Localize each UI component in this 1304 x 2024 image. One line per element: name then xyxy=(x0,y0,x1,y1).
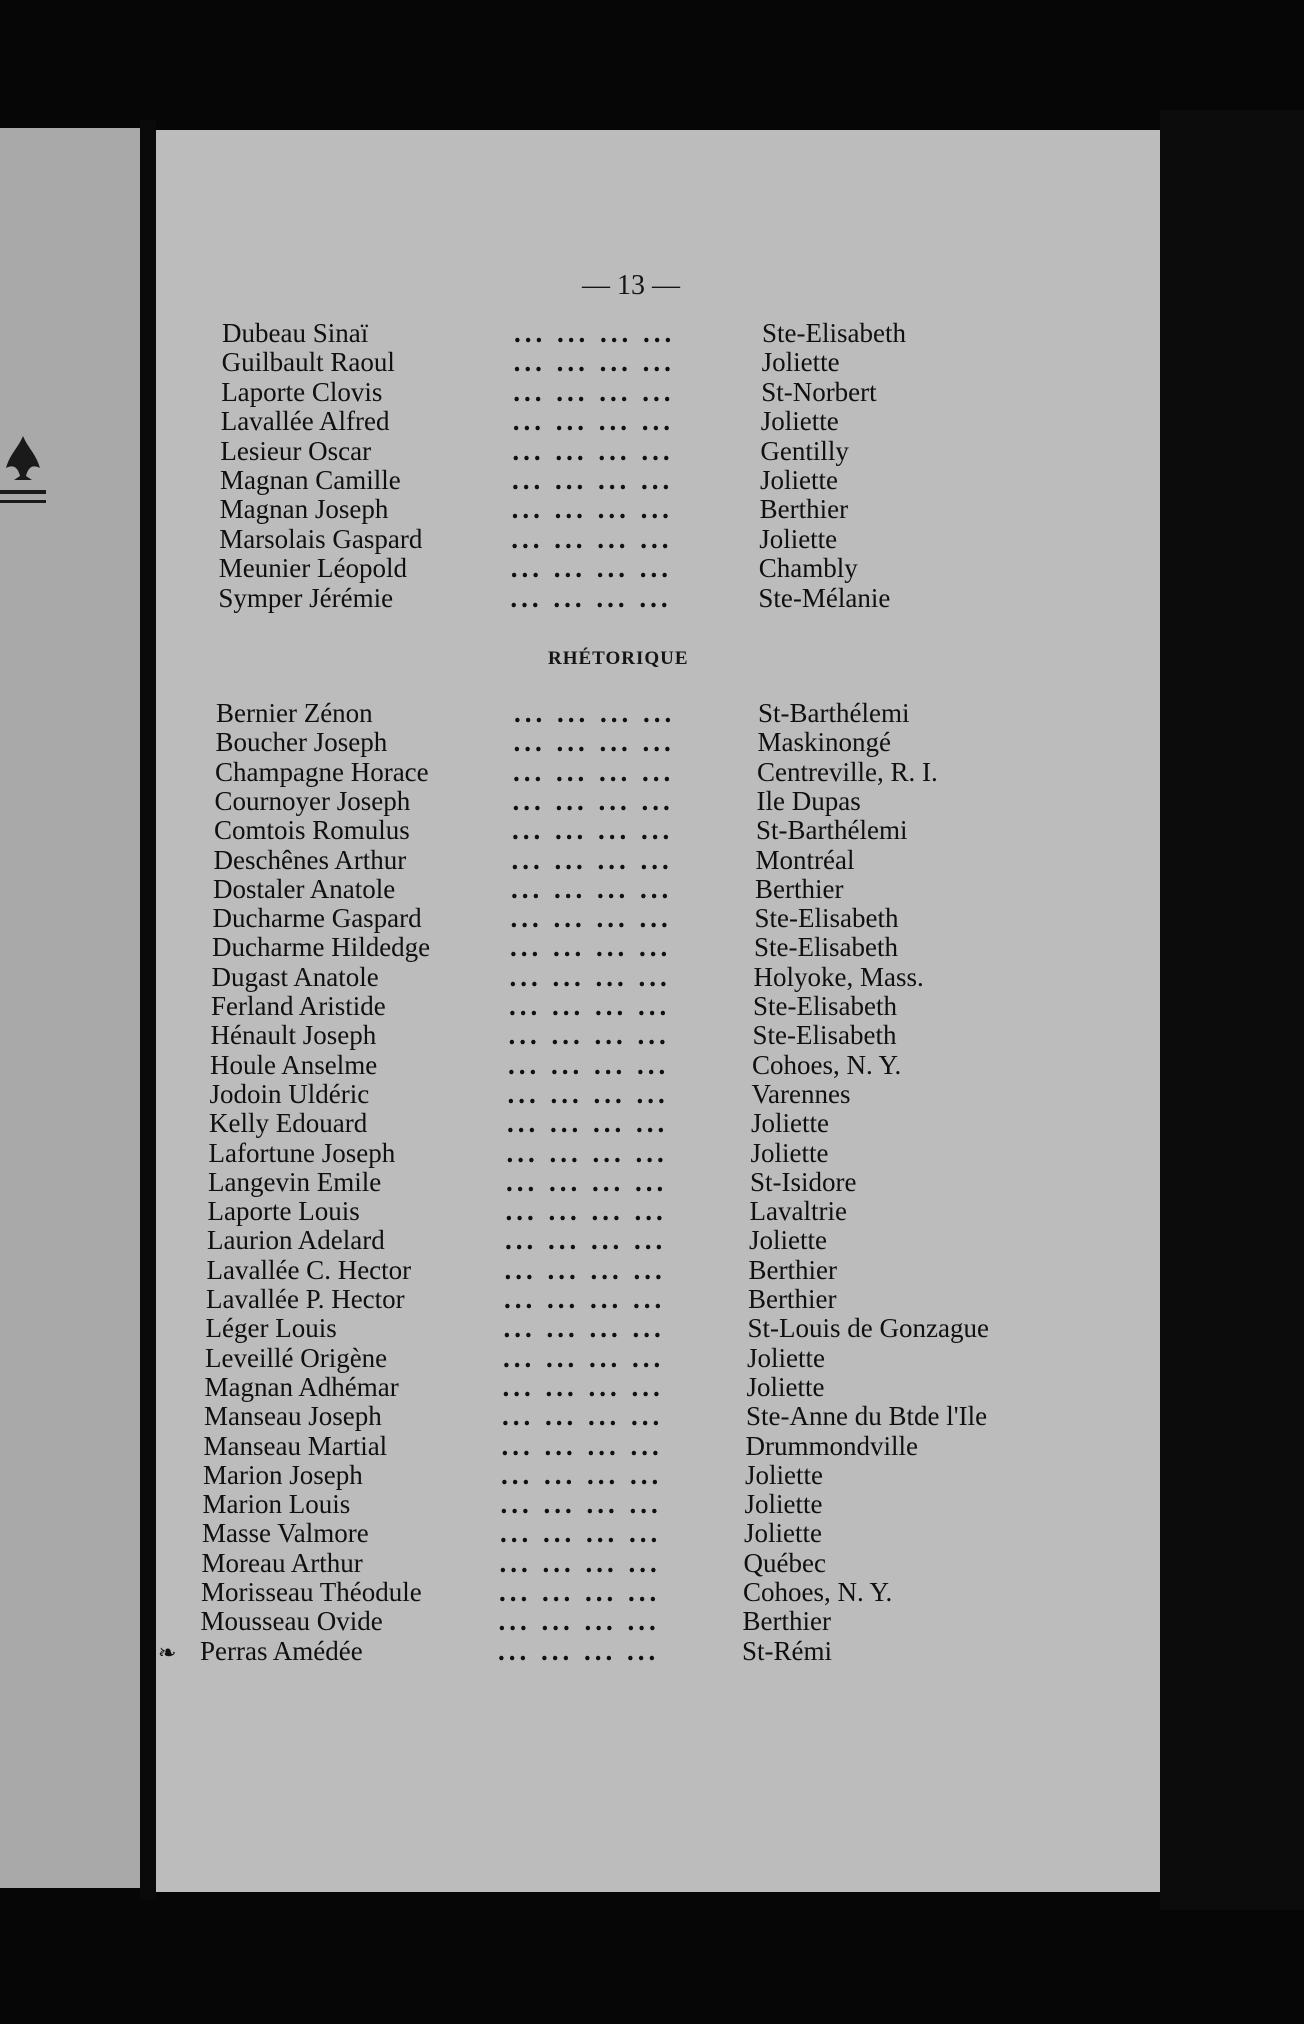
hometown: St-Barthélemi xyxy=(758,698,910,728)
leader-dots: ... ... ... ... xyxy=(512,785,674,816)
book-gutter xyxy=(140,120,156,1900)
student-name: Jodoin Uldéric xyxy=(209,1078,370,1109)
leader-dots: ... ... ... ... xyxy=(513,347,675,378)
hometown: Joliette xyxy=(744,1518,822,1549)
leader-dots: ... ... ... ... xyxy=(505,1225,667,1256)
hometown: Joliette xyxy=(747,1342,825,1373)
hometown: Joliette xyxy=(746,1371,825,1402)
leader-dots: ... ... ... ... xyxy=(511,523,673,554)
leader-dots: ... ... ... ... xyxy=(501,1430,663,1461)
student-name: Meunier Léopold xyxy=(218,553,407,584)
list-item xyxy=(214,845,1014,875)
list-item xyxy=(206,1313,1006,1343)
list-item xyxy=(220,465,1020,495)
student-name: Langevin Emile xyxy=(208,1166,382,1197)
list-item xyxy=(210,1079,1010,1109)
student-name: Laporte Clovis xyxy=(221,376,383,407)
leader-dots: ... ... ... ... xyxy=(499,1547,661,1578)
hometown: Ste-Mélanie xyxy=(758,582,891,613)
student-name: Lafortune Joseph xyxy=(208,1137,396,1168)
hometown: St-Barthélemi xyxy=(756,815,908,846)
student-name: Masse Valmore xyxy=(202,1518,369,1549)
leader-dots: ... ... ... ... xyxy=(501,1459,663,1490)
list-item xyxy=(208,1167,1008,1197)
student-name: Ducharme Gaspard xyxy=(212,903,422,934)
hometown: St-Norbert xyxy=(761,376,877,407)
hometown: Ste-Elisabeth xyxy=(752,1020,897,1051)
hometown: Ste-Elisabeth xyxy=(754,932,898,963)
student-name: Lavallée Alfred xyxy=(220,406,390,437)
hometown: Holyoke, Mass. xyxy=(753,961,924,992)
list-item xyxy=(207,1255,1007,1285)
student-name: Magnan Camille xyxy=(220,465,401,495)
list-item xyxy=(205,1343,1005,1373)
hometown: Joliette xyxy=(761,347,840,378)
student-name: Ferland Aristide xyxy=(211,991,386,1021)
list-item xyxy=(213,903,1013,933)
student-name: Morisseau Théodule xyxy=(201,1577,422,1607)
leader-dots: ... ... ... ... xyxy=(505,1196,667,1227)
student-name: Lavallée P. Hector xyxy=(206,1284,405,1314)
list-item xyxy=(216,727,1016,757)
hometown: Cohoes, N. Y. xyxy=(743,1577,893,1607)
hometown: Berthier xyxy=(759,494,849,525)
hometown: Ste-Elisabeth xyxy=(754,903,899,934)
hometown: Québec xyxy=(743,1547,826,1578)
student-name: Champagne Horace xyxy=(215,756,429,787)
hometown: Joliette xyxy=(749,1225,827,1256)
student-name: Boucher Joseph xyxy=(215,727,388,758)
hometown: St-Louis de Gonzague xyxy=(747,1313,989,1344)
student-name: Lesieur Oscar xyxy=(220,435,372,466)
leader-dots: ... ... ... ... xyxy=(508,1020,670,1051)
hometown: Berthier xyxy=(755,873,844,904)
leader-dots: ... ... ... ... xyxy=(512,406,675,437)
leader-dots: ... ... ... ... xyxy=(511,844,673,875)
list-item xyxy=(208,1196,1008,1226)
hometown: Cohoes, N. Y. xyxy=(752,1049,902,1080)
margin-mark-icon: ❧ xyxy=(158,1640,177,1665)
list-item xyxy=(212,932,1012,962)
leader-dots: ... ... ... ... xyxy=(500,1518,662,1549)
student-name: Comtois Romulus xyxy=(214,815,410,846)
student-name: Manseau Joseph xyxy=(204,1401,382,1432)
student-name: Guilbault Raoul xyxy=(221,347,395,378)
hometown: Lavaltrie xyxy=(749,1196,847,1227)
leader-dots: ... ... ... ... xyxy=(510,903,672,934)
leader-dots: ... ... ... ... xyxy=(512,815,674,846)
hometown: Gentilly xyxy=(760,435,849,466)
list-item xyxy=(209,1108,1009,1138)
leader-dots: ... ... ... ... xyxy=(510,932,672,963)
list-item xyxy=(202,1518,1002,1548)
list-item xyxy=(202,1548,1002,1578)
student-name: Mousseau Ovide xyxy=(200,1606,383,1637)
hometown: St-Isidore xyxy=(750,1166,857,1197)
student-name: Léger Louis xyxy=(205,1313,337,1344)
list-item xyxy=(200,1636,1000,1666)
list-item xyxy=(212,962,1012,992)
hometown: Berthier xyxy=(748,1284,837,1314)
student-name: Magnan Adhémar xyxy=(204,1371,399,1402)
leader-dots: ... ... ... ... xyxy=(513,756,675,787)
list-item xyxy=(220,494,1020,524)
hometown: Montréal xyxy=(755,844,855,875)
leader-dots: ... ... ... ... xyxy=(504,1284,666,1314)
student-name: Dostaler Anatole xyxy=(213,873,396,904)
hometown: Ste-Elisabeth xyxy=(762,318,906,348)
hometown: Joliette xyxy=(750,1137,829,1168)
student-name: Manseau Martial xyxy=(203,1430,388,1461)
list-item xyxy=(221,406,1021,436)
list-item xyxy=(213,874,1013,904)
hometown: Ile Dupas xyxy=(756,785,861,816)
leader-dots: ... ... ... ... xyxy=(514,698,676,728)
page-edge-shadow xyxy=(1160,110,1304,1910)
facing-page-fragment xyxy=(0,128,140,1888)
student-name: Laporte Louis xyxy=(207,1196,360,1227)
list-item xyxy=(209,1138,1009,1168)
leader-dots: ... ... ... ... xyxy=(506,1166,668,1197)
leader-dots: ... ... ... ... xyxy=(507,1078,669,1109)
hometown: Joliette xyxy=(744,1489,823,1520)
student-name: Perras Amédée xyxy=(200,1635,363,1666)
page-number: — 13 — xyxy=(582,270,680,301)
fleur-de-lis-ornament-icon xyxy=(0,428,46,518)
list-item xyxy=(221,377,1021,407)
student-name: Symper Jérémie xyxy=(218,582,394,613)
hometown: Berthier xyxy=(742,1606,831,1637)
student-name: Dubeau Sinaï xyxy=(222,318,369,348)
student-name: Moreau Arthur xyxy=(201,1547,363,1578)
leader-dots: ... ... ... ... xyxy=(506,1137,668,1168)
leader-dots: ... ... ... ... xyxy=(509,991,671,1021)
student-name: Hénault Joseph xyxy=(210,1020,377,1051)
list-item xyxy=(201,1577,1001,1607)
leader-dots: ... ... ... ... xyxy=(504,1254,666,1285)
list-item xyxy=(210,1050,1010,1080)
list-item xyxy=(220,436,1020,466)
leader-dots: ... ... ... ... xyxy=(503,1313,665,1344)
student-name: Bernier Zénon xyxy=(216,698,373,728)
student-name: Lavallée C. Hector xyxy=(206,1254,412,1285)
list-item xyxy=(204,1431,1004,1461)
hometown: Maskinongé xyxy=(757,727,891,758)
hometown: Ste-Anne du Btde l'Ile xyxy=(746,1401,988,1432)
student-name: Dugast Anatole xyxy=(211,961,379,992)
list-item xyxy=(214,815,1014,845)
leader-dots: ... ... ... ... xyxy=(510,582,672,613)
list-item xyxy=(218,583,1018,613)
list-item xyxy=(219,553,1019,583)
hometown: St-Rémi xyxy=(742,1635,833,1666)
leader-dots: ... ... ... ... xyxy=(511,494,673,525)
student-name: Deschênes Arthur xyxy=(213,844,407,875)
list-item xyxy=(206,1284,1006,1314)
student-name: Leveillé Origène xyxy=(205,1342,388,1373)
list-item xyxy=(203,1489,1003,1519)
hometown: Joliette xyxy=(760,406,839,437)
hometown: Centreville, R. I. xyxy=(757,756,938,787)
list-item xyxy=(215,786,1015,816)
leader-dots: ... ... ... ... xyxy=(513,376,675,407)
list-item xyxy=(216,698,1016,728)
student-name: Marsolais Gaspard xyxy=(219,523,423,554)
list-item xyxy=(211,1020,1011,1050)
list-item xyxy=(203,1460,1003,1490)
hometown: Berthier xyxy=(748,1254,837,1285)
list-item xyxy=(201,1606,1001,1636)
list-item xyxy=(219,524,1019,554)
hometown: Drummondville xyxy=(745,1430,918,1461)
leader-dots: ... ... ... ... xyxy=(498,1635,660,1666)
hometown: Varennes xyxy=(751,1078,851,1109)
hometown: Joliette xyxy=(751,1108,829,1139)
student-name: Marion Louis xyxy=(202,1489,351,1520)
leader-dots: ... ... ... ... xyxy=(508,1049,670,1080)
leader-dots: ... ... ... ... xyxy=(509,961,671,992)
student-name: Magnan Joseph xyxy=(219,494,389,525)
leader-dots: ... ... ... ... xyxy=(514,318,676,348)
hometown: Joliette xyxy=(759,523,838,554)
hometown: Ste-Elisabeth xyxy=(753,991,897,1021)
leader-dots: ... ... ... ... xyxy=(502,1401,664,1432)
hometown: Joliette xyxy=(760,465,838,495)
leader-dots: ... ... ... ... xyxy=(499,1577,661,1607)
student-name: Marion Joseph xyxy=(203,1459,363,1490)
student-name: Ducharme Hildedge xyxy=(212,932,431,963)
student-name: Kelly Edouard xyxy=(209,1108,368,1139)
list-item xyxy=(211,991,1011,1021)
list-item xyxy=(205,1372,1005,1402)
leader-dots: ... ... ... ... xyxy=(500,1489,662,1520)
hometown: Chambly xyxy=(758,553,858,584)
leader-dots: ... ... ... ... xyxy=(498,1606,660,1637)
hometown: Joliette xyxy=(745,1459,823,1490)
list-item xyxy=(222,318,1022,348)
student-name: Laurion Adelard xyxy=(207,1225,385,1256)
student-name: Houle Anselme xyxy=(210,1049,378,1080)
list-item xyxy=(215,757,1015,787)
leader-dots: ... ... ... ... xyxy=(511,873,673,904)
leader-dots: ... ... ... ... xyxy=(503,1342,665,1373)
leader-dots: ... ... ... ... xyxy=(502,1371,664,1402)
leader-dots: ... ... ... ... xyxy=(512,435,674,466)
list-item xyxy=(222,347,1022,377)
leader-dots: ... ... ... ... xyxy=(512,465,674,495)
leader-dots: ... ... ... ... xyxy=(507,1108,669,1139)
student-name: Cournoyer Joseph xyxy=(214,785,411,816)
list-item xyxy=(204,1401,1004,1431)
section-heading-rhetorique: RHÉTORIQUE xyxy=(548,648,689,669)
leader-dots: ... ... ... ... xyxy=(510,553,673,584)
leader-dots: ... ... ... ... xyxy=(513,727,675,758)
list-item xyxy=(207,1225,1007,1255)
